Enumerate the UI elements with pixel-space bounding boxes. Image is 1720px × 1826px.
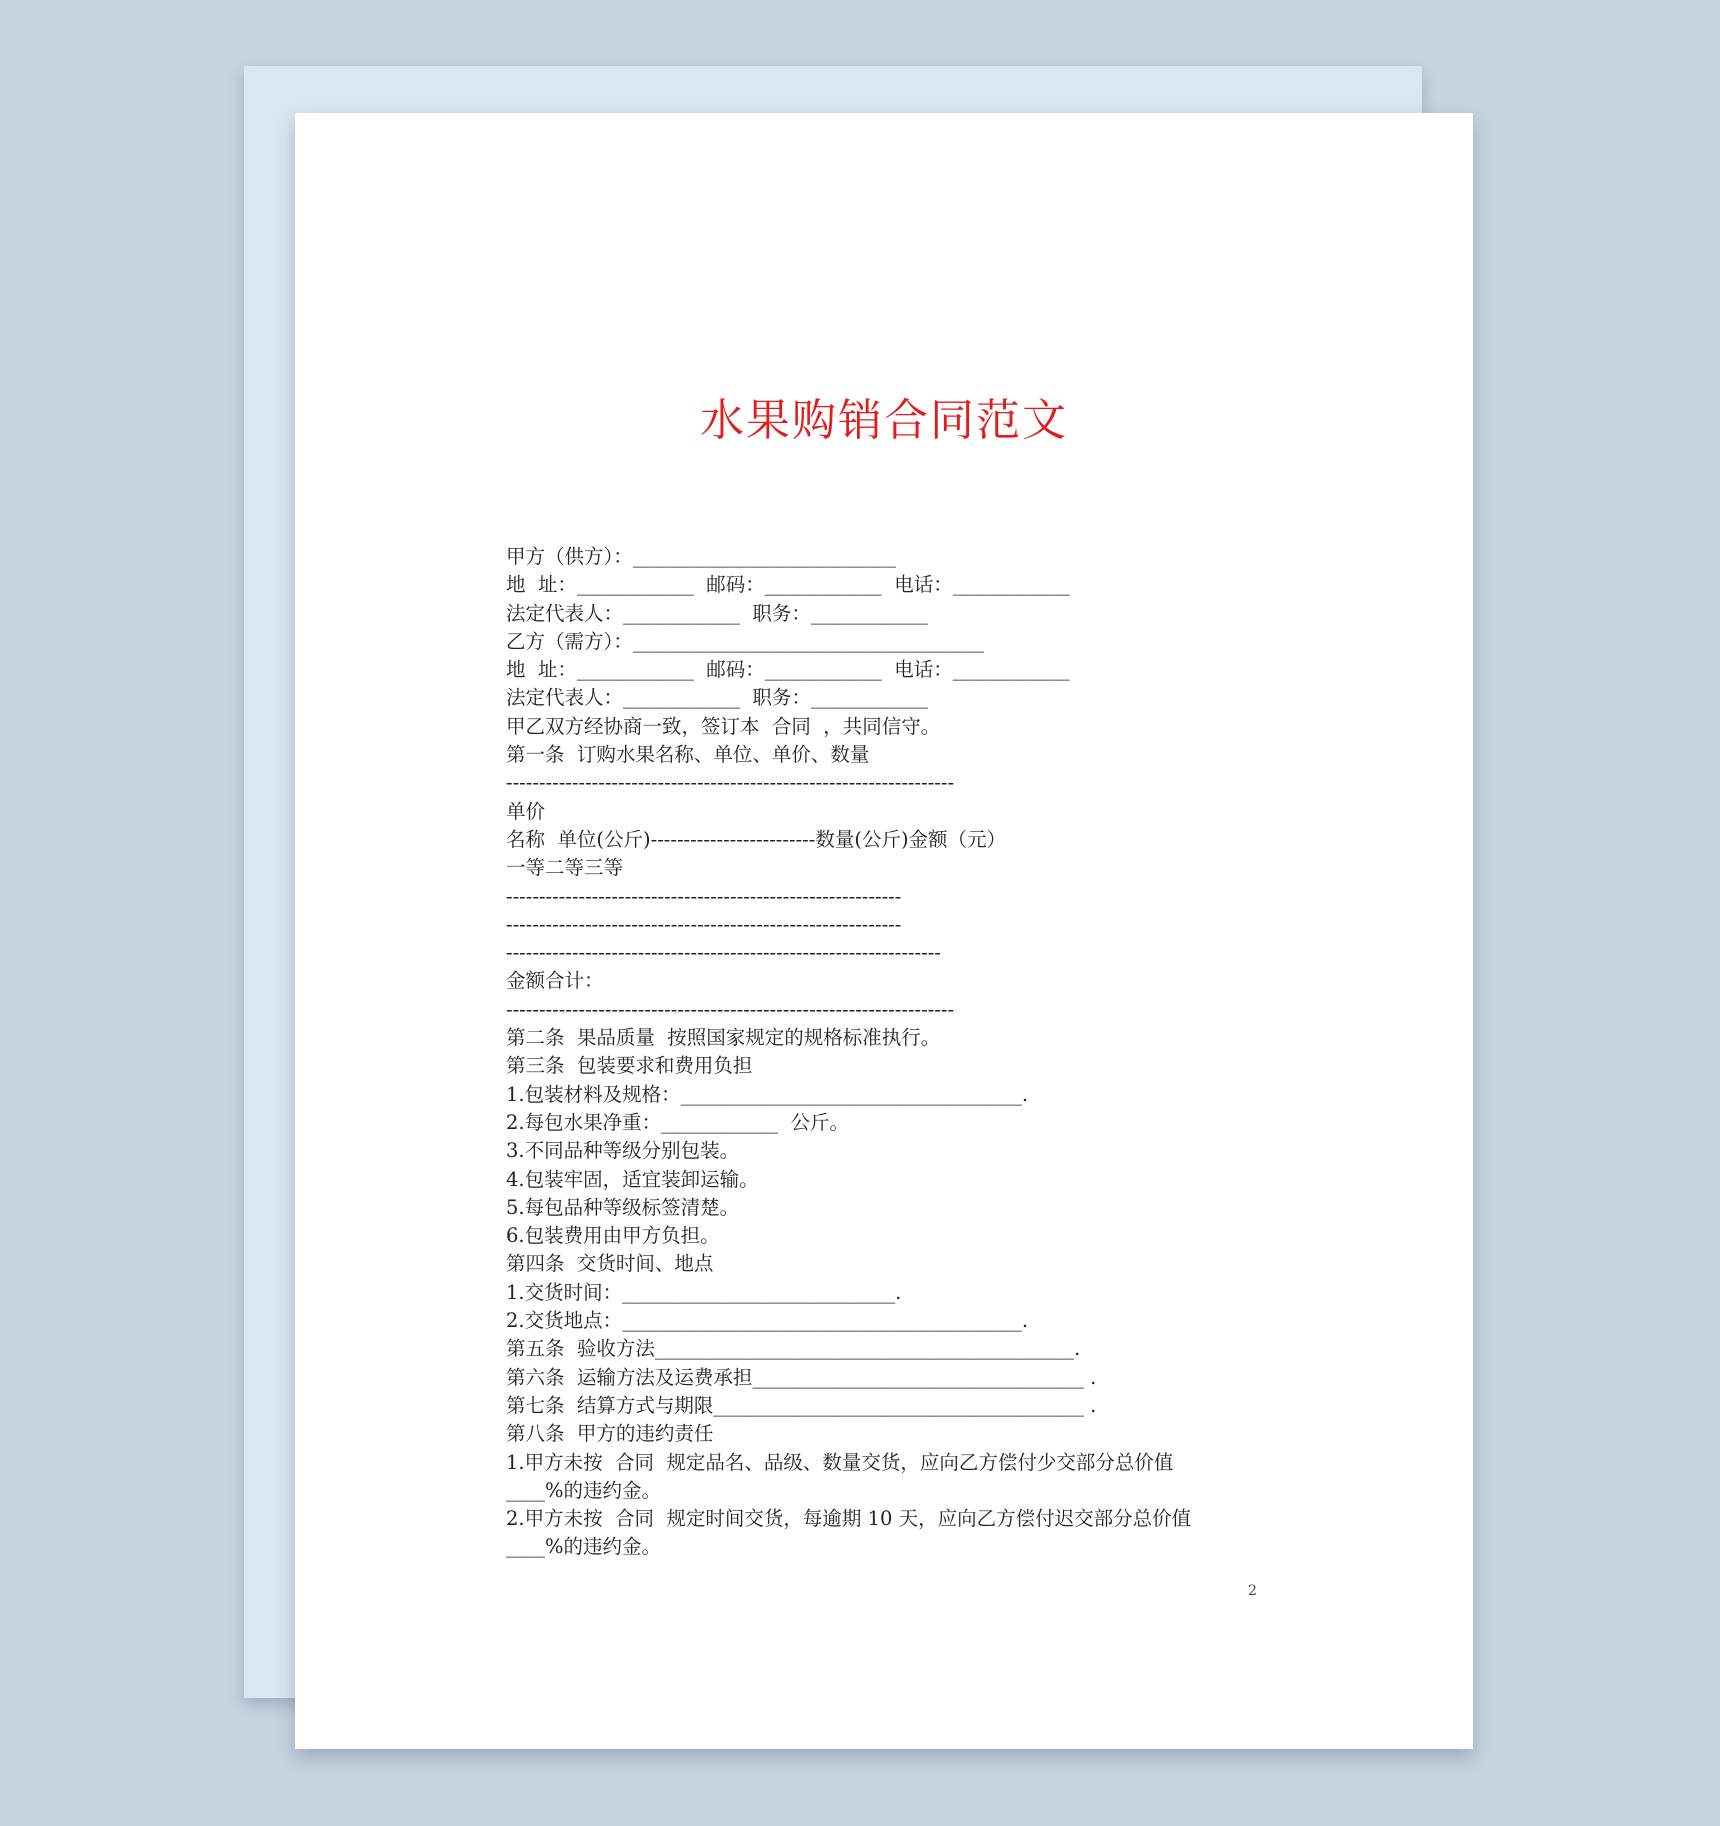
article-7-line: 第七条 结算方式与期限______________________________________ .	[506, 1393, 1097, 1417]
article-3-item-5: 5.每包品种等级标签清楚。	[506, 1195, 740, 1219]
article-8-heading: 第八条 甲方的违约责任	[506, 1422, 714, 1446]
table-header-unit-price: 单价	[506, 799, 546, 823]
article-3-item-1: 1.包装材料及规格：___________________________________.	[506, 1082, 1029, 1106]
contract-body	[506, 543, 1266, 1562]
document-title: 水果购销合同范文	[700, 395, 1068, 446]
table-divider: ------------------------------------------------------------------	[506, 941, 941, 965]
party-a-representative-line: 法定代表人：____________ 职务：____________	[506, 601, 928, 625]
party-b-line: 乙方（需方）：____________________________________	[506, 629, 984, 653]
article-8-item-2-cont: ____%的违约金。	[506, 1535, 662, 1559]
agreement-statement: 甲乙双方经协商一致，签订本 合同 ，共同信守。	[506, 714, 941, 738]
party-b-representative-line: 法定代表人：____________ 职务：____________	[506, 686, 928, 710]
article-5-line: 第五条 验收方法___________________________________________.	[506, 1337, 1081, 1361]
page-number: 2	[1248, 1583, 1257, 1599]
party-a-line: 甲方（供方）：___________________________	[506, 545, 897, 568]
article-4-heading: 第四条 交货时间、地点	[506, 1252, 714, 1276]
article-8-item-1-cont: ____%的违约金。	[506, 1478, 662, 1502]
article-3-heading: 第三条 包装要求和费用负担	[506, 1054, 753, 1078]
article-2-line: 第二条 果品质量 按照国家规定的规格标准执行。	[506, 1026, 941, 1050]
table-header-grades: 一等二等三等	[506, 856, 624, 880]
article-4-item-2: 2.交货地点：_________________________________________.	[506, 1309, 1029, 1333]
table-divider: --------------------------------------------------------------------	[506, 997, 955, 1021]
party-b-address-line: 地 址：____________ 邮码：____________ 电话：____________	[506, 658, 1070, 682]
article-1-heading: 第一条 订购水果名称、单位、单价、数量	[506, 743, 870, 767]
article-6-line: 第六条 运输方法及运费承担__________________________________ .	[506, 1365, 1097, 1389]
party-a-address-line: 地 址：____________ 邮码：____________ 电话：____________	[506, 573, 1070, 597]
article-3-item-4: 4.包装牢固，适宜装卸运输。	[506, 1167, 759, 1191]
article-8-item-1: 1.甲方未按 合同 规定品名、品级、数量交货，应向乙方偿付少交部分总价值	[506, 1450, 1174, 1474]
table-divider: ------------------------------------------------------------	[506, 884, 902, 908]
article-3-item-6: 6.包装费用由甲方负担。	[506, 1224, 720, 1248]
article-8-item-2: 2.甲方未按 合同 规定时间交货，每逾期 10 天，应向乙方偿付迟交部分总价值	[506, 1507, 1192, 1531]
article-3-item-3: 3.不同品种等级分别包装。	[506, 1139, 740, 1163]
article-4-item-1: 1.交货时间：____________________________.	[506, 1280, 902, 1304]
table-header-columns: 名称 单位(公斤)-------------------------数量(公斤)金额（元）	[506, 827, 1007, 851]
article-3-item-2: 2.每包水果净重：____________ 公斤。	[506, 1110, 850, 1134]
document-page	[295, 113, 1473, 1749]
table-divider: --------------------------------------------------------------------	[506, 771, 955, 795]
total-amount-line: 金额合计：	[506, 969, 604, 993]
table-divider: ------------------------------------------------------------	[506, 912, 902, 936]
